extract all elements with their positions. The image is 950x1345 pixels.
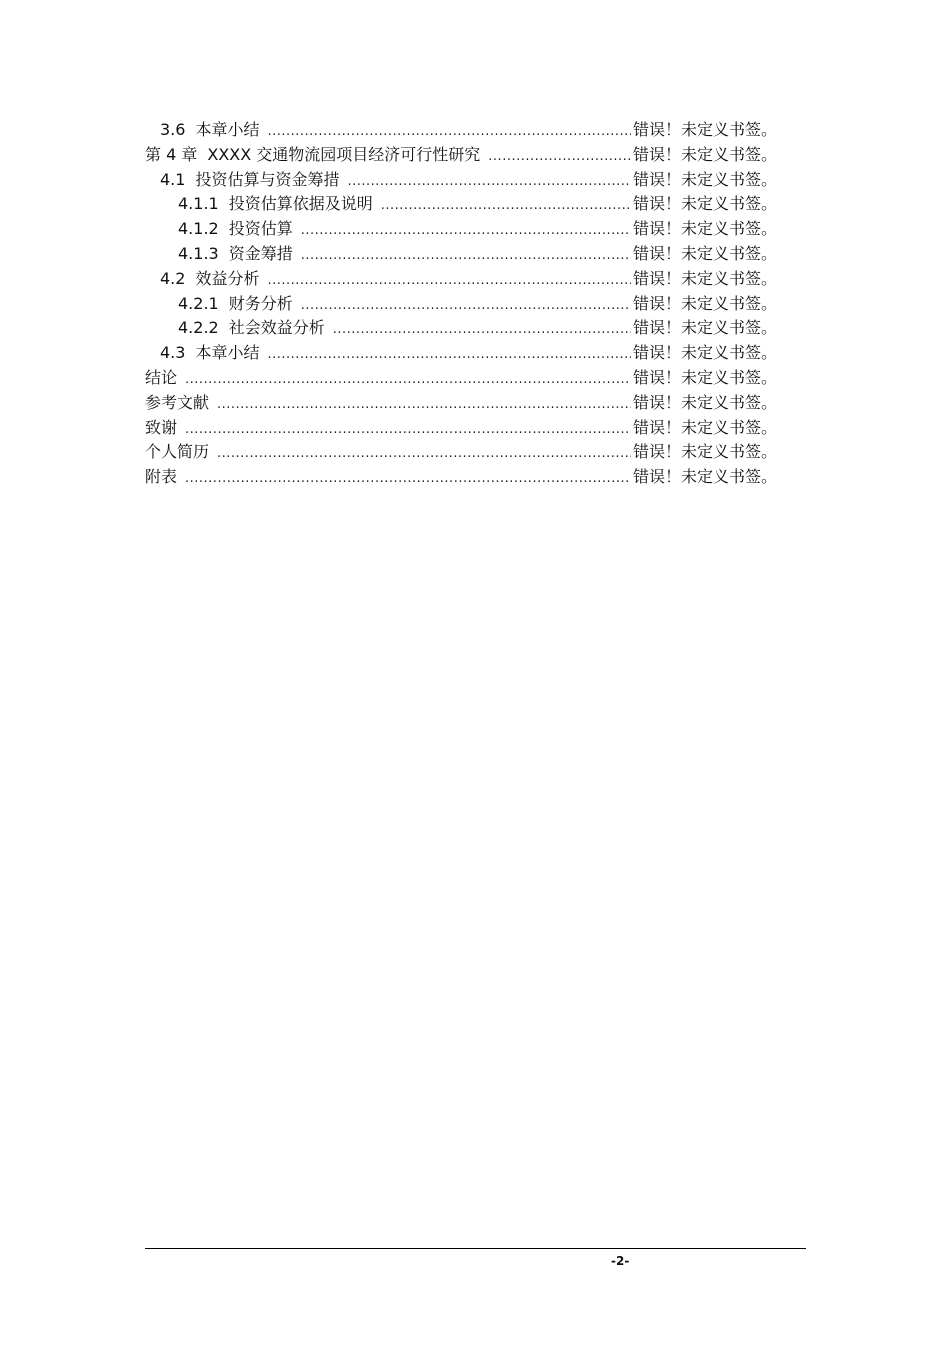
table-of-contents [145,118,785,490]
toc-entry-page-ref: 错误！未定义书签。 [633,243,778,263]
toc-entry[interactable] [145,341,785,366]
toc-entry[interactable] [145,242,785,267]
toc-entry-page-ref: 错误！未定义书签。 [633,417,778,437]
toc-dot-leader [185,368,631,393]
toc-entry-number: 4.1.1 [178,194,219,214]
toc-entry-page-ref: 错误！未定义书签。 [633,293,778,313]
toc-entry-title: 效益分析 [195,268,260,288]
toc-entry[interactable] [145,118,785,143]
toc-entry-page-ref: 错误！未定义书签。 [633,318,778,338]
toc-entry-number: 4.2 [160,268,186,288]
toc-entry-page-ref: 错误！未定义书签。 [633,120,778,139]
toc-entry[interactable] [145,267,785,292]
toc-dot-leader [185,467,631,492]
toc-entry-number: 4.2.2 [178,318,219,338]
toc-entry-title: XXXX 交通物流园项目经济可行性研究 [207,144,481,164]
toc-entry-page-ref: 错误！未定义书签。 [633,392,778,412]
toc-entry-page-ref: 错误！未定义书签。 [633,367,778,387]
toc-dot-leader [267,120,631,145]
toc-entry[interactable] [145,440,785,465]
toc-entry-title: 结论 [145,367,178,387]
toc-dot-leader [347,170,631,195]
toc-entry-title: 资金筹措 [228,243,293,263]
toc-entry[interactable] [145,391,785,416]
toc-entry-number: 第 4 章 [145,144,198,164]
toc-entry-number: 4.1.2 [178,219,219,239]
toc-entry[interactable] [145,366,785,391]
toc-dot-leader [301,219,631,244]
toc-entry[interactable] [145,143,785,168]
toc-dot-leader [267,343,631,368]
toc-entry[interactable] [145,217,785,242]
toc-dot-leader [301,244,631,269]
toc-entry-title: 财务分析 [228,293,293,313]
toc-entry-page-ref: 错误！未定义书签。 [633,442,778,462]
footer-divider [145,1248,806,1249]
toc-entry-title: 投资估算与资金筹措 [195,169,340,189]
toc-dot-leader [185,418,631,443]
toc-entry-title: 附表 [145,467,178,487]
toc-entry[interactable] [145,168,785,193]
toc-entry[interactable] [145,465,785,490]
toc-dot-leader [301,294,631,319]
toc-entry-page-ref: 错误！未定义书签。 [633,268,778,288]
toc-entry-title: 参考文献 [145,392,210,412]
page-number: -2- [611,1254,630,1268]
toc-dot-leader [488,145,631,170]
toc-dot-leader [267,269,631,294]
toc-entry-title: 社会效益分析 [228,318,325,338]
toc-entry-title: 本章小结 [195,343,260,363]
toc-entry[interactable] [145,416,785,441]
toc-entry-title: 投资估算依据及说明 [228,194,373,214]
toc-entry[interactable] [145,192,785,217]
toc-entry-page-ref: 错误！未定义书签。 [633,194,778,214]
toc-entry-title: 致谢 [145,417,178,437]
toc-entry-page-ref: 错误！未定义书签。 [633,144,778,164]
toc-dot-leader [217,393,631,418]
toc-entry-page-ref: 错误！未定义书签。 [633,169,778,189]
toc-entry-number: 4.2.1 [178,293,219,313]
toc-entry-page-ref: 错误！未定义书签。 [633,467,778,487]
toc-entry-number: 4.1.3 [178,243,219,263]
toc-entry-page-ref: 错误！未定义书签。 [633,343,778,363]
toc-entry-title: 投资估算 [228,219,293,239]
toc-entry[interactable] [145,316,785,341]
toc-entry-number: 4.3 [160,343,186,363]
toc-entry-number: 3.6 [160,120,186,139]
toc-dot-leader [381,194,631,219]
toc-entry[interactable] [145,292,785,317]
toc-entry-page-ref: 错误！未定义书签。 [633,219,778,239]
toc-entry-title: 本章小结 [195,120,260,139]
toc-entry-title: 个人简历 [145,442,210,462]
toc-dot-leader [333,318,631,343]
toc-dot-leader [217,442,631,467]
toc-entry-number: 4.1 [160,169,186,189]
